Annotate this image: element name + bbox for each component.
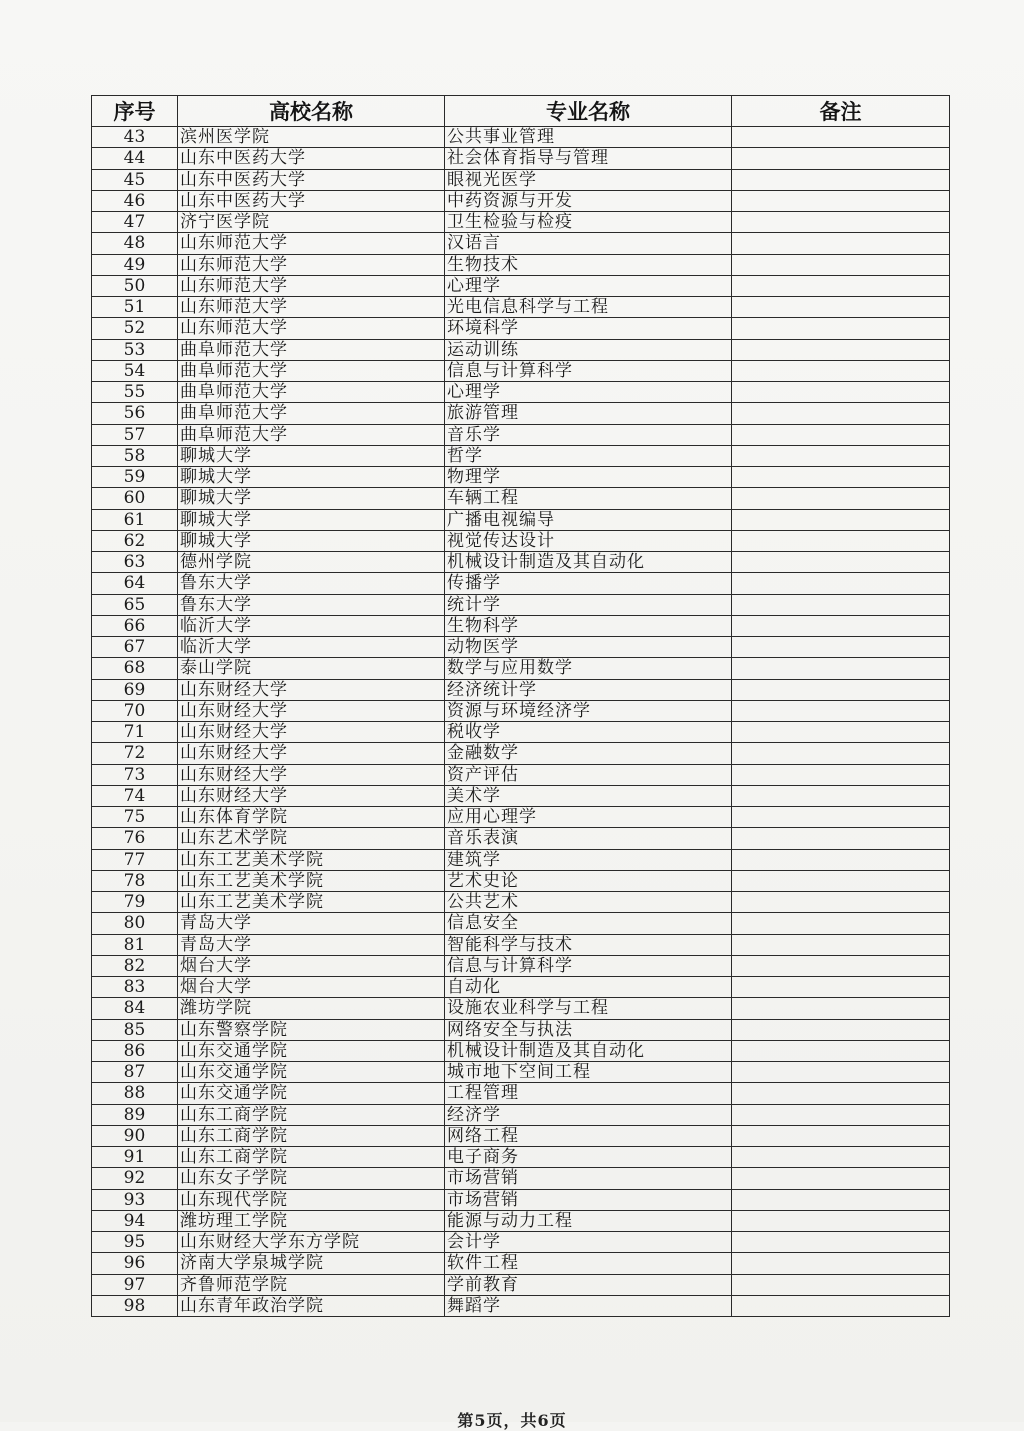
cell-university-name: 山东工艺美术学院 bbox=[178, 849, 445, 870]
cell-university-name: 山东交通学院 bbox=[178, 1062, 445, 1083]
cell-remarks bbox=[732, 169, 950, 190]
table-row bbox=[92, 212, 950, 233]
table-row bbox=[92, 828, 950, 849]
cell-serial-number: 46 bbox=[92, 190, 178, 211]
cell-remarks bbox=[732, 955, 950, 976]
cell-major-name: 美术学 bbox=[445, 785, 732, 806]
table-row bbox=[92, 934, 950, 955]
cell-major-name: 物理学 bbox=[445, 467, 732, 488]
table-row bbox=[92, 339, 950, 360]
cell-serial-number: 84 bbox=[92, 998, 178, 1019]
cell-university-name: 山东中医药大学 bbox=[178, 169, 445, 190]
table-row bbox=[92, 509, 950, 530]
cell-university-name: 山东交通学院 bbox=[178, 1040, 445, 1061]
cell-serial-number: 79 bbox=[92, 892, 178, 913]
cell-serial-number: 92 bbox=[92, 1168, 178, 1189]
cell-serial-number: 60 bbox=[92, 488, 178, 509]
cell-remarks bbox=[732, 1062, 950, 1083]
table-row bbox=[92, 467, 950, 488]
cell-serial-number: 59 bbox=[92, 467, 178, 488]
table-row bbox=[92, 743, 950, 764]
cell-university-name: 曲阜师范大学 bbox=[178, 360, 445, 381]
cell-serial-number: 98 bbox=[92, 1295, 178, 1316]
cell-major-name: 建筑学 bbox=[445, 849, 732, 870]
cell-major-name: 应用心理学 bbox=[445, 807, 732, 828]
cell-serial-number: 90 bbox=[92, 1125, 178, 1146]
cell-major-name: 设施农业科学与工程 bbox=[445, 998, 732, 1019]
cell-university-name: 聊城大学 bbox=[178, 445, 445, 466]
cell-serial-number: 52 bbox=[92, 318, 178, 339]
cell-university-name: 山东女子学院 bbox=[178, 1168, 445, 1189]
table-row bbox=[92, 488, 950, 509]
table-row bbox=[92, 1147, 950, 1168]
table-row bbox=[92, 615, 950, 636]
cell-serial-number: 71 bbox=[92, 722, 178, 743]
cell-remarks bbox=[732, 1189, 950, 1210]
cell-remarks bbox=[732, 148, 950, 169]
cell-major-name: 运动训练 bbox=[445, 339, 732, 360]
table-row bbox=[92, 998, 950, 1019]
cell-remarks bbox=[732, 1168, 950, 1189]
cell-major-name: 统计学 bbox=[445, 594, 732, 615]
table-row bbox=[92, 169, 950, 190]
cell-major-name: 车辆工程 bbox=[445, 488, 732, 509]
table-row bbox=[92, 1274, 950, 1295]
cell-university-name: 山东工艺美术学院 bbox=[178, 892, 445, 913]
table-header-row bbox=[92, 96, 950, 127]
cell-serial-number: 83 bbox=[92, 977, 178, 998]
cell-remarks bbox=[732, 1083, 950, 1104]
cell-remarks bbox=[732, 573, 950, 594]
table-row bbox=[92, 977, 950, 998]
cell-remarks bbox=[732, 743, 950, 764]
cell-serial-number: 87 bbox=[92, 1062, 178, 1083]
cell-remarks bbox=[732, 233, 950, 254]
cell-major-name: 社会体育指导与管理 bbox=[445, 148, 732, 169]
page-number: 第5页，共6页 bbox=[457, 1411, 567, 1430]
cell-serial-number: 58 bbox=[92, 445, 178, 466]
cell-remarks bbox=[732, 1232, 950, 1253]
cell-major-name: 心理学 bbox=[445, 275, 732, 296]
cell-university-name: 山东师范大学 bbox=[178, 233, 445, 254]
table-body bbox=[92, 127, 950, 1317]
cell-major-name: 音乐表演 bbox=[445, 828, 732, 849]
cell-major-name: 机械设计制造及其自动化 bbox=[445, 552, 732, 573]
cell-major-name: 信息安全 bbox=[445, 913, 732, 934]
cell-major-name: 市场营销 bbox=[445, 1189, 732, 1210]
cell-university-name: 临沂大学 bbox=[178, 637, 445, 658]
cell-remarks bbox=[732, 254, 950, 275]
cell-major-name: 旅游管理 bbox=[445, 403, 732, 424]
cell-university-name: 鲁东大学 bbox=[178, 573, 445, 594]
table-row bbox=[92, 254, 950, 275]
cell-university-name: 山东财经大学 bbox=[178, 722, 445, 743]
cell-major-name: 舞蹈学 bbox=[445, 1295, 732, 1316]
cell-remarks bbox=[732, 1274, 950, 1295]
table-row bbox=[92, 403, 950, 424]
cell-university-name: 山东艺术学院 bbox=[178, 828, 445, 849]
table-row bbox=[92, 807, 950, 828]
table-row bbox=[92, 913, 950, 934]
cell-university-name: 潍坊学院 bbox=[178, 998, 445, 1019]
table-row bbox=[92, 1232, 950, 1253]
cell-major-name: 能源与动力工程 bbox=[445, 1210, 732, 1231]
cell-remarks bbox=[732, 190, 950, 211]
table-row bbox=[92, 1189, 950, 1210]
cell-serial-number: 45 bbox=[92, 169, 178, 190]
cell-major-name: 数学与应用数学 bbox=[445, 658, 732, 679]
cell-major-name: 动物医学 bbox=[445, 637, 732, 658]
cell-serial-number: 89 bbox=[92, 1104, 178, 1125]
cell-remarks bbox=[732, 552, 950, 573]
cell-remarks bbox=[732, 360, 950, 381]
cell-university-name: 滨州医学院 bbox=[178, 127, 445, 148]
cell-remarks bbox=[732, 488, 950, 509]
cell-remarks bbox=[732, 1040, 950, 1061]
cell-major-name: 会计学 bbox=[445, 1232, 732, 1253]
cell-university-name: 山东财经大学 bbox=[178, 785, 445, 806]
cell-university-name: 泰山学院 bbox=[178, 658, 445, 679]
cell-university-name: 潍坊理工学院 bbox=[178, 1210, 445, 1231]
cell-major-name: 自动化 bbox=[445, 977, 732, 998]
table-row bbox=[92, 318, 950, 339]
cell-remarks bbox=[732, 594, 950, 615]
header-remarks: 备注 bbox=[732, 96, 950, 127]
cell-major-name: 网络安全与执法 bbox=[445, 1019, 732, 1040]
cell-serial-number: 56 bbox=[92, 403, 178, 424]
cell-remarks bbox=[732, 297, 950, 318]
cell-remarks bbox=[732, 849, 950, 870]
cell-serial-number: 70 bbox=[92, 700, 178, 721]
cell-university-name: 山东财经大学 bbox=[178, 679, 445, 700]
table-row bbox=[92, 1062, 950, 1083]
cell-serial-number: 63 bbox=[92, 552, 178, 573]
cell-university-name: 曲阜师范大学 bbox=[178, 382, 445, 403]
cell-major-name: 城市地下空间工程 bbox=[445, 1062, 732, 1083]
cell-major-name: 卫生检验与检疫 bbox=[445, 212, 732, 233]
cell-major-name: 信息与计算科学 bbox=[445, 360, 732, 381]
cell-university-name: 鲁东大学 bbox=[178, 594, 445, 615]
cell-remarks bbox=[732, 1125, 950, 1146]
cell-serial-number: 67 bbox=[92, 637, 178, 658]
table-row bbox=[92, 700, 950, 721]
table-row bbox=[92, 1253, 950, 1274]
cell-remarks bbox=[732, 764, 950, 785]
cell-major-name: 艺术史论 bbox=[445, 870, 732, 891]
table-row bbox=[92, 594, 950, 615]
table-row bbox=[92, 658, 950, 679]
cell-serial-number: 49 bbox=[92, 254, 178, 275]
cell-remarks bbox=[732, 722, 950, 743]
table-row bbox=[92, 1040, 950, 1061]
cell-university-name: 烟台大学 bbox=[178, 977, 445, 998]
table-row bbox=[92, 679, 950, 700]
table-row bbox=[92, 190, 950, 211]
table-row bbox=[92, 1125, 950, 1146]
cell-serial-number: 88 bbox=[92, 1083, 178, 1104]
cell-university-name: 济南大学泉城学院 bbox=[178, 1253, 445, 1274]
cell-university-name: 山东体育学院 bbox=[178, 807, 445, 828]
cell-major-name: 光电信息科学与工程 bbox=[445, 297, 732, 318]
cell-university-name: 山东财经大学东方学院 bbox=[178, 1232, 445, 1253]
major-list-table bbox=[91, 95, 950, 1317]
cell-serial-number: 62 bbox=[92, 530, 178, 551]
cell-serial-number: 44 bbox=[92, 148, 178, 169]
cell-remarks bbox=[732, 127, 950, 148]
header-serial-number: 序号 bbox=[92, 96, 178, 127]
cell-remarks bbox=[732, 530, 950, 551]
cell-remarks bbox=[732, 467, 950, 488]
cell-serial-number: 66 bbox=[92, 615, 178, 636]
cell-university-name: 山东财经大学 bbox=[178, 743, 445, 764]
cell-remarks bbox=[732, 212, 950, 233]
table-row bbox=[92, 637, 950, 658]
cell-serial-number: 73 bbox=[92, 764, 178, 785]
cell-university-name: 山东师范大学 bbox=[178, 275, 445, 296]
table-row bbox=[92, 764, 950, 785]
cell-university-name: 山东财经大学 bbox=[178, 764, 445, 785]
table-row bbox=[92, 382, 950, 403]
cell-major-name: 视觉传达设计 bbox=[445, 530, 732, 551]
cell-major-name: 税收学 bbox=[445, 722, 732, 743]
cell-major-name: 环境科学 bbox=[445, 318, 732, 339]
cell-university-name: 山东青年政治学院 bbox=[178, 1295, 445, 1316]
table-row bbox=[92, 127, 950, 148]
cell-serial-number: 53 bbox=[92, 339, 178, 360]
table-row bbox=[92, 849, 950, 870]
cell-major-name: 生物技术 bbox=[445, 254, 732, 275]
cell-serial-number: 80 bbox=[92, 913, 178, 934]
cell-major-name: 学前教育 bbox=[445, 1274, 732, 1295]
table-row bbox=[92, 573, 950, 594]
cell-major-name: 金融数学 bbox=[445, 743, 732, 764]
cell-remarks bbox=[732, 785, 950, 806]
table-row bbox=[92, 722, 950, 743]
cell-major-name: 眼视光医学 bbox=[445, 169, 732, 190]
cell-serial-number: 96 bbox=[92, 1253, 178, 1274]
table-row bbox=[92, 1083, 950, 1104]
table-row bbox=[92, 360, 950, 381]
cell-major-name: 资产评估 bbox=[445, 764, 732, 785]
cell-remarks bbox=[732, 403, 950, 424]
cell-remarks bbox=[732, 1253, 950, 1274]
cell-university-name: 聊城大学 bbox=[178, 530, 445, 551]
cell-university-name: 山东工商学院 bbox=[178, 1104, 445, 1125]
cell-university-name: 山东工商学院 bbox=[178, 1125, 445, 1146]
cell-university-name: 山东工商学院 bbox=[178, 1147, 445, 1168]
cell-remarks bbox=[732, 339, 950, 360]
cell-university-name: 曲阜师范大学 bbox=[178, 339, 445, 360]
cell-major-name: 信息与计算科学 bbox=[445, 955, 732, 976]
cell-serial-number: 95 bbox=[92, 1232, 178, 1253]
cell-major-name: 汉语言 bbox=[445, 233, 732, 254]
cell-university-name: 青岛大学 bbox=[178, 934, 445, 955]
cell-serial-number: 93 bbox=[92, 1189, 178, 1210]
table-row bbox=[92, 148, 950, 169]
cell-university-name: 山东师范大学 bbox=[178, 297, 445, 318]
cell-university-name: 济宁医学院 bbox=[178, 212, 445, 233]
cell-remarks bbox=[732, 637, 950, 658]
table-row bbox=[92, 1168, 950, 1189]
cell-university-name: 德州学院 bbox=[178, 552, 445, 573]
cell-major-name: 哲学 bbox=[445, 445, 732, 466]
cell-remarks bbox=[732, 382, 950, 403]
cell-major-name: 传播学 bbox=[445, 573, 732, 594]
cell-major-name: 经济统计学 bbox=[445, 679, 732, 700]
table-row bbox=[92, 552, 950, 573]
cell-remarks bbox=[732, 1147, 950, 1168]
cell-major-name: 生物科学 bbox=[445, 615, 732, 636]
cell-serial-number: 82 bbox=[92, 955, 178, 976]
cell-university-name: 聊城大学 bbox=[178, 509, 445, 530]
cell-major-name: 资源与环境经济学 bbox=[445, 700, 732, 721]
cell-major-name: 电子商务 bbox=[445, 1147, 732, 1168]
cell-serial-number: 65 bbox=[92, 594, 178, 615]
table-row bbox=[92, 892, 950, 913]
cell-remarks bbox=[732, 828, 950, 849]
cell-major-name: 广播电视编导 bbox=[445, 509, 732, 530]
table-row bbox=[92, 1210, 950, 1231]
cell-major-name: 心理学 bbox=[445, 382, 732, 403]
cell-remarks bbox=[732, 509, 950, 530]
table-row bbox=[92, 1295, 950, 1316]
cell-university-name: 山东警察学院 bbox=[178, 1019, 445, 1040]
table-row bbox=[92, 870, 950, 891]
cell-serial-number: 69 bbox=[92, 679, 178, 700]
cell-serial-number: 54 bbox=[92, 360, 178, 381]
table-row bbox=[92, 233, 950, 254]
cell-major-name: 智能科学与技术 bbox=[445, 934, 732, 955]
cell-serial-number: 72 bbox=[92, 743, 178, 764]
cell-remarks bbox=[732, 318, 950, 339]
cell-serial-number: 77 bbox=[92, 849, 178, 870]
cell-remarks bbox=[732, 1210, 950, 1231]
cell-remarks bbox=[732, 807, 950, 828]
cell-major-name: 工程管理 bbox=[445, 1083, 732, 1104]
cell-serial-number: 97 bbox=[92, 1274, 178, 1295]
cell-remarks bbox=[732, 998, 950, 1019]
cell-university-name: 临沂大学 bbox=[178, 615, 445, 636]
cell-serial-number: 57 bbox=[92, 424, 178, 445]
cell-major-name: 音乐学 bbox=[445, 424, 732, 445]
table-row bbox=[92, 530, 950, 551]
cell-remarks bbox=[732, 658, 950, 679]
cell-remarks bbox=[732, 615, 950, 636]
cell-serial-number: 91 bbox=[92, 1147, 178, 1168]
cell-remarks bbox=[732, 1019, 950, 1040]
cell-major-name: 经济学 bbox=[445, 1104, 732, 1125]
table-row bbox=[92, 1019, 950, 1040]
table-row bbox=[92, 297, 950, 318]
cell-remarks bbox=[732, 1295, 950, 1316]
cell-major-name: 公共艺术 bbox=[445, 892, 732, 913]
header-university-name: 高校名称 bbox=[178, 96, 445, 127]
cell-remarks bbox=[732, 1104, 950, 1125]
cell-university-name: 山东现代学院 bbox=[178, 1189, 445, 1210]
cell-serial-number: 61 bbox=[92, 509, 178, 530]
table-row bbox=[92, 275, 950, 296]
cell-serial-number: 48 bbox=[92, 233, 178, 254]
cell-university-name: 聊城大学 bbox=[178, 467, 445, 488]
cell-university-name: 山东交通学院 bbox=[178, 1083, 445, 1104]
cell-serial-number: 85 bbox=[92, 1019, 178, 1040]
table-row bbox=[92, 424, 950, 445]
cell-serial-number: 55 bbox=[92, 382, 178, 403]
cell-major-name: 中药资源与开发 bbox=[445, 190, 732, 211]
cell-serial-number: 86 bbox=[92, 1040, 178, 1061]
cell-university-name: 聊城大学 bbox=[178, 488, 445, 509]
cell-remarks bbox=[732, 913, 950, 934]
cell-university-name: 青岛大学 bbox=[178, 913, 445, 934]
cell-serial-number: 68 bbox=[92, 658, 178, 679]
cell-remarks bbox=[732, 424, 950, 445]
cell-remarks bbox=[732, 977, 950, 998]
cell-remarks bbox=[732, 892, 950, 913]
cell-serial-number: 74 bbox=[92, 785, 178, 806]
cell-remarks bbox=[732, 275, 950, 296]
table-row bbox=[92, 955, 950, 976]
cell-serial-number: 64 bbox=[92, 573, 178, 594]
cell-university-name: 山东工艺美术学院 bbox=[178, 870, 445, 891]
table-row bbox=[92, 1104, 950, 1125]
cell-serial-number: 43 bbox=[92, 127, 178, 148]
cell-major-name: 机械设计制造及其自动化 bbox=[445, 1040, 732, 1061]
cell-serial-number: 75 bbox=[92, 807, 178, 828]
cell-remarks bbox=[732, 700, 950, 721]
cell-university-name: 山东师范大学 bbox=[178, 254, 445, 275]
cell-major-name: 软件工程 bbox=[445, 1253, 732, 1274]
cell-remarks bbox=[732, 445, 950, 466]
table-row bbox=[92, 785, 950, 806]
cell-remarks bbox=[732, 870, 950, 891]
cell-university-name: 山东财经大学 bbox=[178, 700, 445, 721]
cell-serial-number: 81 bbox=[92, 934, 178, 955]
cell-university-name: 烟台大学 bbox=[178, 955, 445, 976]
cell-university-name: 曲阜师范大学 bbox=[178, 403, 445, 424]
cell-serial-number: 51 bbox=[92, 297, 178, 318]
cell-serial-number: 50 bbox=[92, 275, 178, 296]
cell-major-name: 市场营销 bbox=[445, 1168, 732, 1189]
cell-university-name: 山东师范大学 bbox=[178, 318, 445, 339]
header-major-name: 专业名称 bbox=[445, 96, 732, 127]
cell-remarks bbox=[732, 679, 950, 700]
cell-serial-number: 47 bbox=[92, 212, 178, 233]
cell-major-name: 公共事业管理 bbox=[445, 127, 732, 148]
cell-university-name: 山东中医药大学 bbox=[178, 148, 445, 169]
cell-serial-number: 94 bbox=[92, 1210, 178, 1231]
cell-serial-number: 78 bbox=[92, 870, 178, 891]
cell-remarks bbox=[732, 934, 950, 955]
cell-university-name: 山东中医药大学 bbox=[178, 190, 445, 211]
cell-major-name: 网络工程 bbox=[445, 1125, 732, 1146]
cell-university-name: 齐鲁师范学院 bbox=[178, 1274, 445, 1295]
cell-university-name: 曲阜师范大学 bbox=[178, 424, 445, 445]
cell-serial-number: 76 bbox=[92, 828, 178, 849]
table-row bbox=[92, 445, 950, 466]
